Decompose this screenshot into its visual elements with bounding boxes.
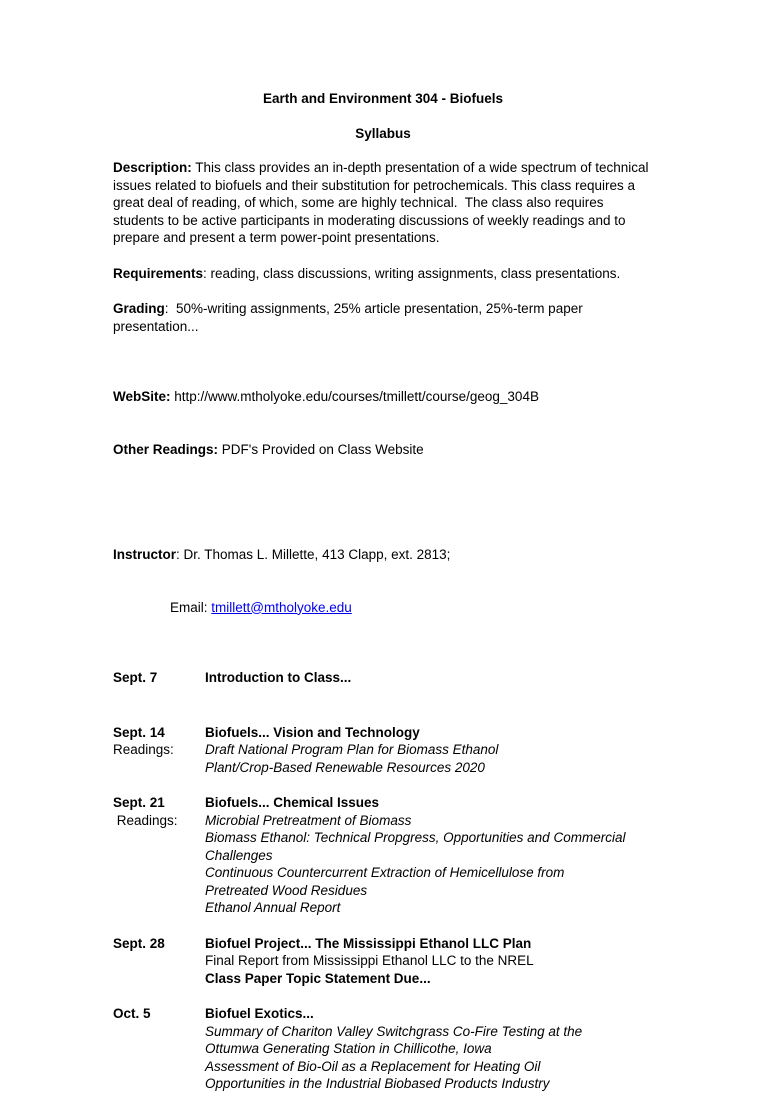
readings-label: Readings: xyxy=(113,812,178,828)
other-readings-label: Other Readings: xyxy=(113,441,219,457)
schedule-content-column xyxy=(205,669,629,687)
schedule-entry-sept-14 xyxy=(113,724,653,777)
website-label: WebSite: xyxy=(113,389,171,404)
schedule-list xyxy=(113,669,653,1093)
schedule-date: Sept. 28 xyxy=(113,935,165,951)
schedule-date-column xyxy=(113,1005,205,1093)
assignment-due-note: Class Paper Topic Statement Due... xyxy=(205,970,431,986)
schedule-content-column xyxy=(205,724,629,777)
schedule-content-column xyxy=(205,1005,629,1093)
schedule-date: Sept. 21 xyxy=(113,795,165,810)
email-line xyxy=(113,599,653,617)
requirements-paragraph xyxy=(113,265,653,283)
requirements-label: Requirements xyxy=(113,265,204,281)
grading-paragraph xyxy=(113,300,653,335)
schedule-entry-sept-21 xyxy=(113,794,653,917)
instructor-text: : Dr. Thomas L. Millette, 413 Clapp, ext. 2813; xyxy=(176,547,451,562)
grading-label: Grading xyxy=(113,301,165,316)
schedule-date: Oct. 5 xyxy=(113,1006,151,1021)
page-subtitle: Syllabus xyxy=(355,125,411,141)
instructor-label: Instructor xyxy=(113,547,177,562)
description-paragraph xyxy=(113,159,653,247)
reading-item: Assessment of Bio-Oil as a Replacement for Heating Oil xyxy=(205,1058,541,1074)
schedule-title: Biofuel Exotics... xyxy=(205,1006,314,1021)
reading-item: Ethanol Annual Report xyxy=(205,900,341,915)
description-text: This class provides an in-depth presentation of a wide spectrum of technical issues related to biofuels and their substitution for petrochemicals. This class requires a great deal of reading, of which, some are highly technical. The class also requires students to be active participants in moderating discussions of weekly readings and to prepare and present a term power-point presentations. xyxy=(113,160,653,245)
reading-item: Opportunities in the Industrial Biobased Products Industry xyxy=(205,1076,550,1091)
schedule-date-column xyxy=(113,669,205,687)
schedule-date-column xyxy=(113,724,205,777)
schedule-entry-sept-28 xyxy=(113,935,653,988)
schedule-title: Biofuel Project... The Mississippi Ethanol LLC Plan xyxy=(205,935,532,951)
reading-item: Plant/Crop-Based Renewable Resources 2020 xyxy=(205,759,485,775)
website-line xyxy=(113,388,653,406)
schedule-date: Sept. 7 xyxy=(113,670,158,685)
website-url: http://www.mtholyoke.edu/courses/tmillett/course/geog_304B xyxy=(170,389,539,404)
reading-item: Draft National Program Plan for Biomass Ethanol xyxy=(205,742,499,757)
reading-item: Summary of Chariton Valley Switchgrass Co-Fire Testing at the Ottumwa Generating Station in Chillicothe, Iowa xyxy=(205,1023,583,1056)
instructor-line xyxy=(113,546,653,564)
reading-item: Continuous Countercurrent Extraction of Hemicellulose from Pretreated Wood Residues xyxy=(205,865,565,898)
email-link[interactable]: tmillett@mtholyoke.edu xyxy=(211,599,352,615)
schedule-title: Introduction to Class... xyxy=(205,670,352,685)
schedule-date-column xyxy=(113,935,205,988)
schedule-title: Biofuels... Chemical Issues xyxy=(205,795,380,810)
schedule-date: Sept. 14 xyxy=(113,724,165,740)
instructor-paragraph xyxy=(113,511,653,651)
schedule-content-column xyxy=(205,935,629,988)
schedule-entry-sept-7 xyxy=(113,669,653,687)
requirements-text: : reading, class discussions, writing assignments, class presentations. xyxy=(203,265,621,281)
grading-text: : 50%-writing assignments, 25% article presentation, 25%-term paper presentation... xyxy=(113,301,587,334)
reading-item: Biomass Ethanol: Technical Propgress, Opportunities and Commercial Challenges xyxy=(205,830,626,863)
other-readings-line xyxy=(113,441,653,459)
schedule-entry-oct-5 xyxy=(113,1005,653,1093)
schedule-title: Biofuels... Vision and Technology xyxy=(205,724,420,740)
reading-item: Final Report from Mississippi Ethanol LLC to the NREL xyxy=(205,953,534,968)
readings-label: Readings: xyxy=(113,742,174,757)
description-label: Description: xyxy=(113,160,192,175)
reading-item: Microbial Pretreatment of Biomass xyxy=(205,812,412,828)
schedule-content-column xyxy=(205,794,629,917)
other-readings-text: PDF's Provided on Class Website xyxy=(218,441,424,457)
website-paragraph xyxy=(113,353,653,493)
email-label: Email: xyxy=(170,599,212,615)
page-title: Earth and Environment 304 - Biofuels xyxy=(262,91,504,106)
schedule-date-column xyxy=(113,794,205,917)
